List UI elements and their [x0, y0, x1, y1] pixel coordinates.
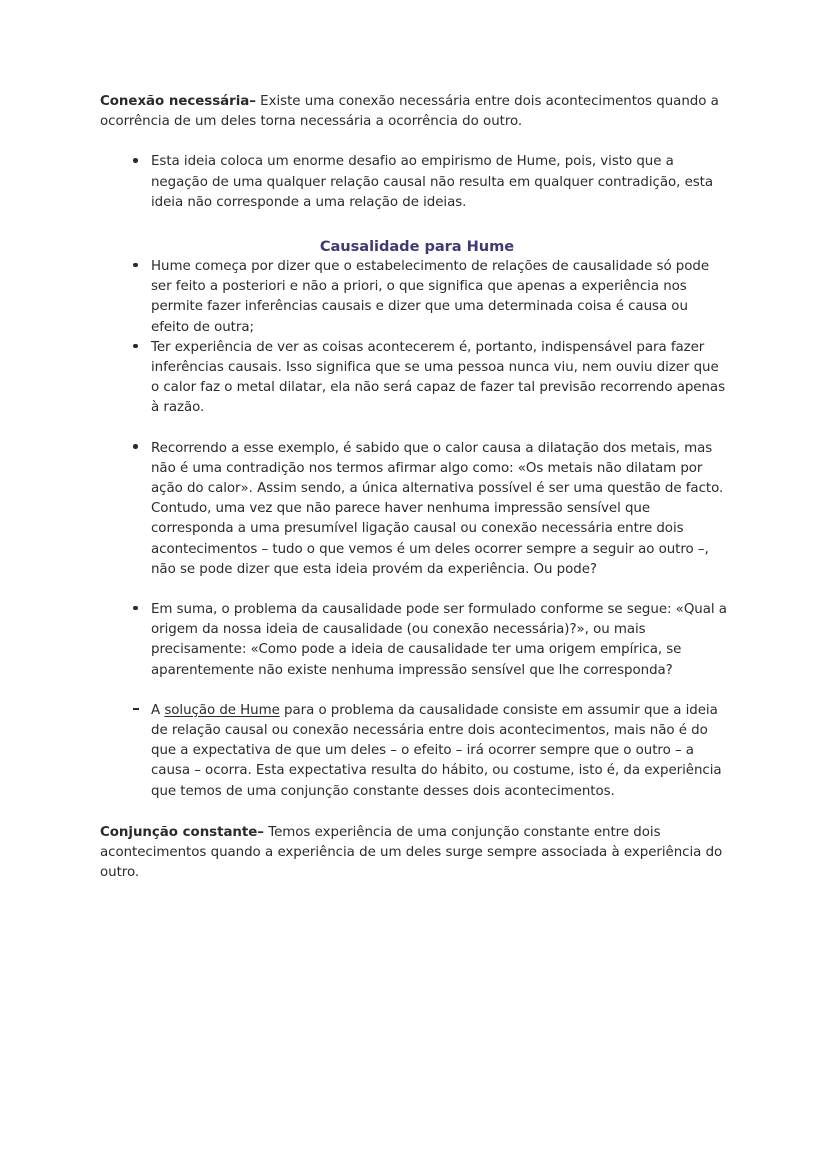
- definition-term: Conexão necessária–: [100, 94, 256, 109]
- definition-paragraph-conexao-necessaria: [100, 92, 728, 132]
- list-item: [100, 152, 728, 213]
- list-item: [100, 600, 728, 681]
- bullet-list-solucao-de-hume: [100, 701, 728, 802]
- text-before-underline: A: [151, 702, 165, 718]
- bullet-list-em-suma: [100, 600, 728, 681]
- spacer: [100, 580, 728, 600]
- list-item-text: Recorrendo a esse exemplo, é sabido que o calor causa a dilatação dos metais, mas não é uma contradição nos termos afirmar algo como: «Os metais não dilatam por ação do calor». Assim sendo, a única alternativa possível é ser uma questão de facto. Contudo, uma vez que não parece haver nenhuma impressão sensível que corresponda a uma presumível ligação causal ou conexão necessária entre dois acontecimentos – tudo o que vemos é um deles ocorrer sempre a seguir ao outro –, não se pode dizer que esta ideia provém da experiência. Ou pode?: [151, 440, 724, 577]
- bullet-list-primeira: [100, 152, 728, 213]
- spacer: [100, 802, 728, 823]
- bullet-dash-icon: [133, 701, 147, 721]
- list-item-text: [151, 701, 728, 802]
- bullet-list-exemplo: [100, 439, 728, 580]
- bullet-dot-icon: [133, 439, 147, 459]
- spacer: [100, 681, 728, 701]
- list-item-text: Em suma, o problema da causalidade pode ser formulado conforme se segue: «Qual a origem da nossa ideia de causalidade (ou conexão necessária)?», ou mais precisamente: «Como pode a ideia de causalidade ter uma origem empírica, se aparentemente não existe nenhuma impressão sensível que lhe corresponda?: [151, 602, 727, 678]
- list-item-text: Esta ideia coloca um enorme desafio ao empirismo de Hume, pois, visto que a negação de uma qualquer relação causal não resulta em qualquer contradição, esta ideia não corresponde a uma relação de ideias.: [151, 154, 714, 210]
- underlined-phrase: solução de Hume: [164, 702, 280, 718]
- definition-paragraph-conjuncao-constante: [100, 823, 728, 884]
- bullet-dot-icon: [133, 152, 147, 172]
- document-content: [100, 92, 728, 884]
- list-item: [100, 439, 728, 580]
- definition-body: Temos experiência de uma conjunção constante entre dois acontecimentos quando a experiência de um deles surge sempre associada à experiência do outro.: [100, 824, 723, 881]
- definition-term: Conjunção constante–: [100, 824, 264, 840]
- bullet-dot-icon: [133, 257, 147, 277]
- bullet-dot-icon: [133, 600, 147, 620]
- text-after-underline: para o problema da causalidade consiste em assumir que a ideia de relação causal ou conexão necessária entre dois acontecimentos, mais não é do que a expectativa de que um deles – o efeito – irá ocorrer sempre que o outro – a causa – ocorra. Esta expectativa resulta do hábito, ou costume, isto é, da experiência que temos de uma conjunção constante desses dois acontecimentos.: [151, 702, 722, 799]
- spacer: [100, 132, 728, 152]
- definition-body: Existe uma conexão necessária entre dois acontecimentos quando a ocorrência de um deles torna necessária a ocorrência do outro.: [100, 94, 719, 130]
- list-item-text: Hume começa por dizer que o estabelecimento de relações de causalidade só pode ser feito a posteriori e não a priori, o que significa que apenas a experiência nos permite fazer inferências causais e dizer que uma determinada coisa é causa ou efeito de outra;: [151, 259, 710, 335]
- spacer: [100, 419, 728, 439]
- section-heading-causalidade-para-hume: Causalidade para Hume: [319, 238, 515, 256]
- bullet-dot-icon: [133, 338, 147, 358]
- list-item: [100, 257, 728, 338]
- list-item-text: Ter experiência de ver as coisas acontecerem é, portanto, indispensável para fazer inferências causais. Isso significa que se uma pessoa nunca viu, nem ouviu dizer que o calor faz o metal dilatar, ela não será capaz de fazer tal previsão recorrendo apenas à razão.: [151, 339, 726, 416]
- list-item: [100, 338, 728, 419]
- spacer: [100, 213, 728, 236]
- list-item: [100, 701, 728, 802]
- bullet-list-causalidade: [100, 257, 728, 419]
